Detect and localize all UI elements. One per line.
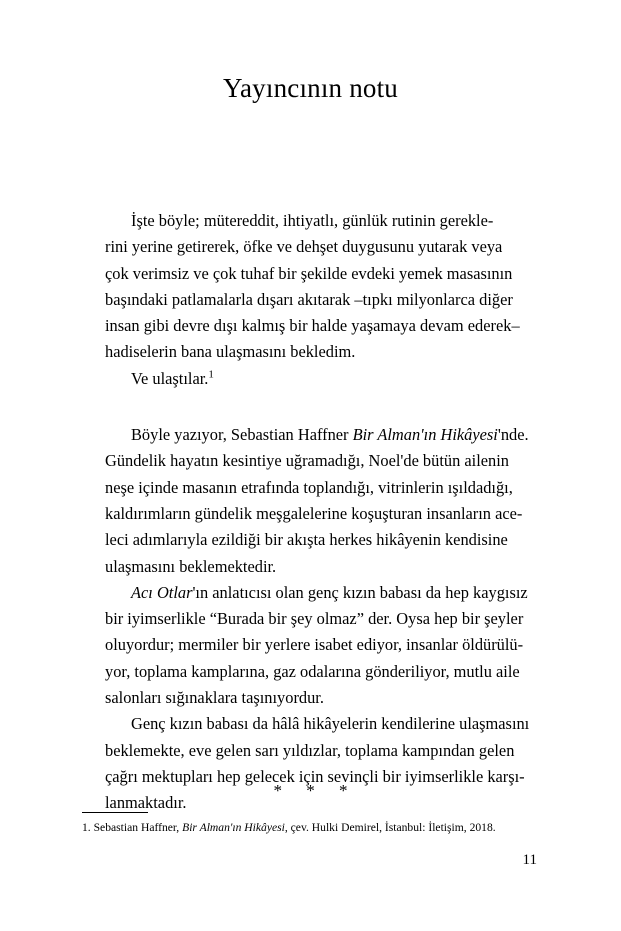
blockquote [105,208,521,392]
book-title-aci-otlar: Acı Otlar [131,582,193,602]
paragraph-line: ulaşmasını beklemektedir. [105,556,277,576]
blockquote-line: başındaki patlamalarla dışarı akıtarak –tıpkı milyonlarca diğer [105,289,513,309]
body-paragraph-1 [105,422,529,580]
footnote-title: Bir Alman'ın Hikâyesi [182,821,285,834]
blockquote-line [105,208,521,234]
paragraph-text: Genç kızın babası da hâlâ hikâyelerin kendilerine ulaşmasını [131,714,530,734]
paragraph-line: beklemekte, eve gelen sarı yıldızlar, toplama kampından gelen [105,740,515,760]
blockquote-closing-line [105,366,521,392]
footnote-number: 1. [82,821,91,834]
paragraph-line: çağrı mektupları hep gelecek için sevinçli bir iyimserlikle karşı- [105,766,525,786]
blockquote-closing-text: Ve ulaştılar. [131,368,209,388]
paragraph-line: kaldırımların gündelik meşgalelerine koşuşturan insanların ace- [105,503,523,523]
quote-spacer [105,392,521,422]
paragraph-line: Gündelik hayatın kesintiye uğramadığı, Noel'de bütün ailenin [105,451,509,471]
paragraph-line: leci adımlarıyla ezildiği bir akışta herkes hikâyenin kendisine [105,530,508,550]
blockquote-line: hadiselerin bana ulaşmasını bekledim. [105,342,356,362]
body-paragraph-2 [105,580,528,711]
blockquote-line-text: İşte böyle; mütereddit, ihtiyatlı, günlük rutinin gerekle- [131,211,494,230]
footnote-1 [82,820,542,836]
page-title: Yayıncının notu [222,73,399,103]
paragraph-text: 'nde. [497,425,529,445]
book-title-haffner: Bir Alman'ın Hikâyesi [352,425,498,445]
paragraph-line [105,422,529,448]
footnote-separator-rule [82,812,148,813]
text-column [105,208,530,817]
footnote-rest: , çev. Hulki Demirel, İstanbul: İletişim, 2018. [284,821,496,834]
blockquote-line: insan gibi devre dışı kalmış bir halde yaşamaya devam ederek– [105,316,520,336]
section-divider: * * * [273,781,358,800]
paragraph-line: salonları sığınaklara taşınıyordur. [105,688,324,708]
paragraph-text: Böyle yazıyor, Sebastian Haffner [131,425,353,445]
paragraph-line: yor, toplama kamplarına, gaz odalarına gönderiliyor, mutlu aile [105,661,520,681]
blockquote-line: çok verimsiz ve çok tuhaf bir şekilde evdeki yemek masasının [105,263,513,283]
paragraph-line [105,711,530,737]
footnote-reference-1[interactable]: 1 [208,368,214,381]
page-number: 11 [522,852,537,868]
footnote-area [82,812,542,836]
paragraph-line: bir iyimserlikle “Burada bir şey olmaz” der. Oysa hep bir şeyler [105,609,524,629]
paragraph-line: neşe içinde masanın etrafında toplandığı, vitrinlerin ışıldadığı, [105,477,513,497]
blockquote-line: rini yerine getirerek, öfke ve dehşet duygusunu yutarak veya [105,237,503,257]
paragraph-line [105,580,528,606]
footnote-author: Sebastian Haffner, [93,821,180,834]
paragraph-line: lanmaktadır. [105,793,187,813]
body-paragraph-3 [105,711,530,816]
paragraph-text: 'ın anlatıcısı olan genç kızın babası da hep kaygısız [192,582,528,602]
paragraph-line: oluyordur; mermiler bir yerlere isabet ediyor, insanlar öldürülü- [105,635,524,655]
